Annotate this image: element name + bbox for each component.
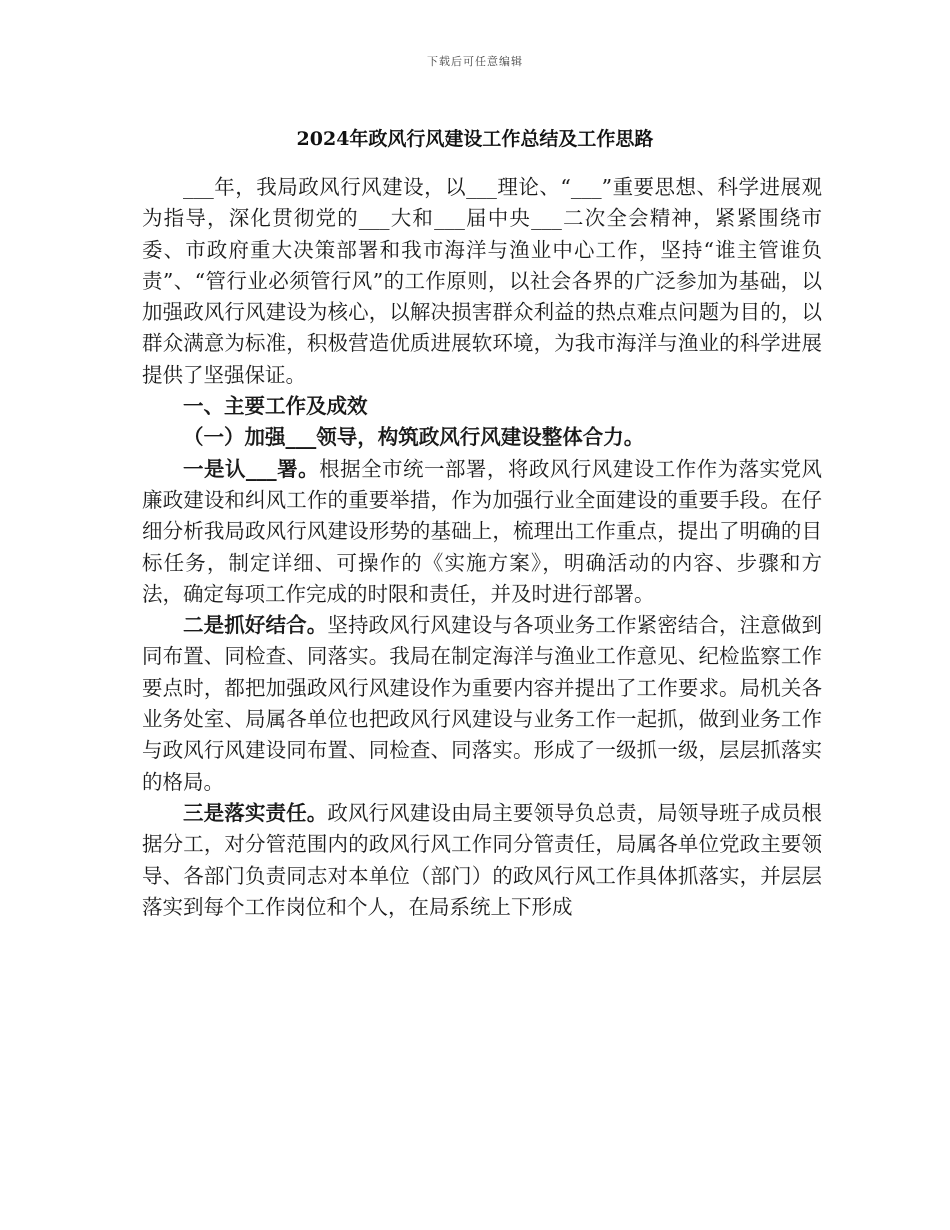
document-body: [142, 172, 822, 923]
point-text-1: 根据全市统一部署，将政风行风建设工作作为落实党风廉政建设和纠风工作的重要举措，作为加强行业全面建设的重要手段。在仔细分析我局政风行风建设形势的基础上，梳理出工作重点，提出了明确的目标任务，制定详细、可操作的《实施方案》，明确活动的内容、步骤和方法，确定每项工作完成的时限和责任，并及时进行部署。: [142, 456, 823, 606]
point-lead-2: 二是抓好结合。: [183, 613, 328, 638]
header-note: 下载后可任意编辑: [427, 55, 523, 68]
subsection-heading: （一）加强___领导，构筑政风行风建设整体合力。: [183, 425, 645, 450]
document-title: 2024年政风行风建设工作总结及工作思路: [296, 128, 654, 150]
point-lead-3: 三是落实责任。: [183, 800, 328, 825]
point-text-2: 坚持政风行风建设与各项业务工作紧密结合，注意做到同布置、同检查、同落实。我局在制定海洋与渔业工作意见、纪检监察工作要点时，都把加强政风行风建设作为重要内容并提出了工作要求。局机关各业务处室、局属各单位也把政风行风建设与业务工作一起抓，做到业务工作与政风行风建设同布置、同检查、同落实。形成了一级抓一级，层层抓落实的格局。: [142, 613, 823, 794]
point-text-3: 政风行风建设由局主要领导负总责，局领导班子成员根据分工，对分管范围内的政风行风工作同分管责任，局属各单位党政主要领导、各部门负责同志对本单位（部门）的政风行风工作具体抓落实，并层层落实到每个工作岗位和个人，在局系统上下形成: [142, 800, 823, 919]
point-paragraph-3: [142, 798, 822, 923]
point-lead-1: 一是认___署。: [183, 456, 320, 481]
intro-paragraph: ___年，我局政风行风建设，以___理论、“___”重要思想、科学进展观为指导，深化贯彻党的___大和___届中央___二次全会精神，紧紧围绕市委、市政府重大决策部署和我市海洋与渔业中心工作，坚持“谁主管谁负责”、“管行业必须管行风”的工作原则，以社会各界的广泛参加为基础，以加强政风行风建设为核心，以解决损害群众利益的热点难点问题为目的，以群众满意为标准，积极营造优质进展软环境，为我市海洋与渔业的科学进展提供了坚强保证。: [142, 175, 822, 387]
point-paragraph-2: [142, 610, 822, 798]
section-heading: 一、主要工作及成效: [183, 394, 368, 419]
point-paragraph-1: [142, 454, 822, 610]
